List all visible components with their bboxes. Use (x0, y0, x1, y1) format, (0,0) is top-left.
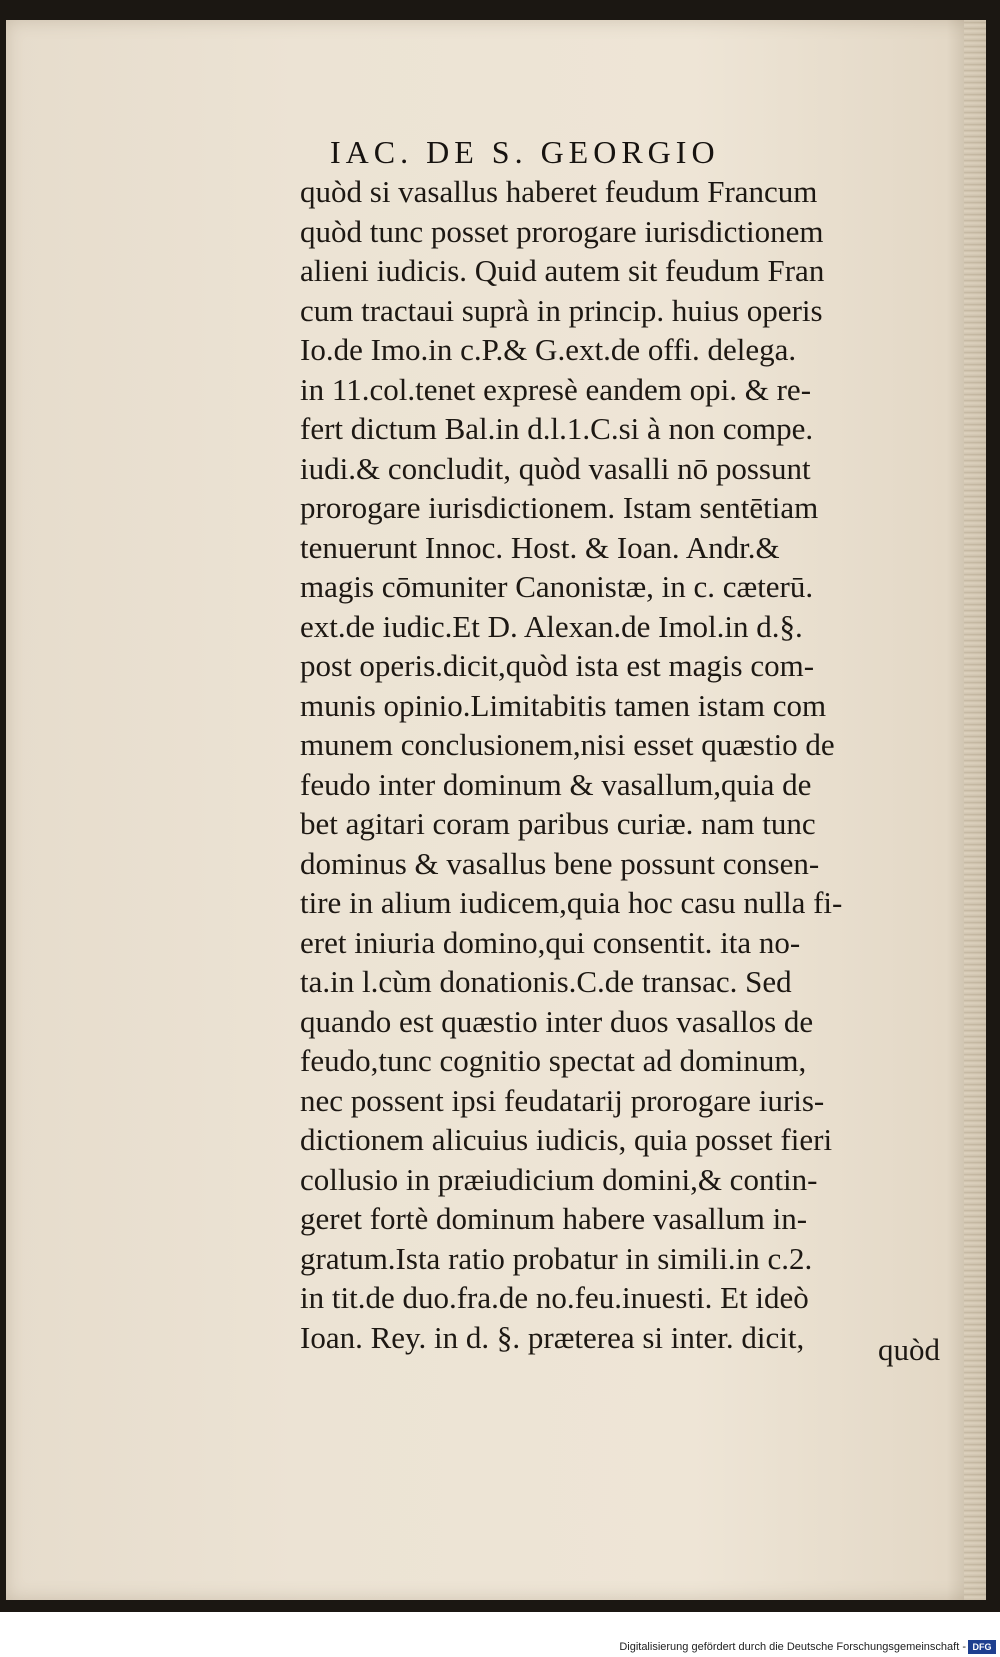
text-line: quòd tunc posset prorogare iurisdictionem (300, 213, 824, 249)
text-line: prorogare iurisdictionem. Istam sentētiam (300, 490, 819, 525)
text-line: fert dictum Bal.in d.l.1.C.si à non compe. (300, 411, 814, 446)
text-line: iudi.& concludit, quòd vasalli nō possunt (300, 450, 811, 486)
text-line: collusio in præiudicium domini,& contin- (300, 1161, 818, 1197)
text-line: geret fortè dominum habere vasallum in- (300, 1201, 808, 1236)
dfg-logo: DFG (968, 1640, 996, 1654)
text-line: tenuerunt Innoc. Host. & Ioan. Andr.& (300, 529, 780, 565)
text-line: in tit.de duo.fra.de no.feu.inuesti. Et ideò (300, 1280, 809, 1315)
text-line: quòd si vasallus haberet feudum Francum (300, 174, 818, 209)
text-line: post operis.dicit,quòd ista est magis com- (300, 648, 815, 683)
text-line: dominus & vasallus bene possunt consen- (300, 845, 820, 881)
text-line: nec possent ipsi feudatarij prorogare iuris- (300, 1082, 825, 1118)
text-line: munem conclusionem,nisi esset quæstio de (300, 727, 835, 762)
text-line: alieni iudicis. Quid autem sit feudum Fran (300, 253, 825, 288)
text-line: eret iniuria domino,qui consentit. ita no- (300, 924, 801, 960)
text-line: in 11.col.tenet expresè eandem opi. & re- (300, 371, 812, 407)
text-line: munis opinio.Limitabitis tamen istam com (300, 687, 827, 723)
text-line: feudo,tunc cognitio spectat ad dominum, (300, 1043, 807, 1078)
body-text (300, 172, 932, 1357)
text-line: bet agitari coram paribus curiæ. nam tunc (300, 806, 816, 841)
text-line: feudo inter dominum & vasallum,quia de (300, 766, 812, 802)
page-edge (964, 20, 986, 1600)
running-head: IAC. DE S. GEORGIO (330, 134, 720, 170)
text-line: Io.de Imo.in c.P.& G.ext.de offi. delega. (300, 332, 797, 367)
text-line: quando est quæstio inter duos vasallos de (300, 1003, 814, 1039)
text-line: gratum.Ista ratio probatur in simili.in c.2. (300, 1240, 813, 1276)
text-line: cum tractaui suprà in princip. huius operis (300, 292, 823, 328)
text-line: ta.in l.cùm donationis.C.de transac. Sed (300, 964, 792, 999)
text-line: Ioan. Rey. in d. §. præterea si inter. dicit, (300, 1319, 805, 1355)
text-line: dictionem alicuius iudicis, quia posset fieri (300, 1122, 833, 1157)
digitization-credit: Digitalisierung gefördert durch die Deutsche Forschungsgemeinschaft - (619, 1641, 966, 1653)
text-line: ext.de iudic.Et D. Alexan.de Imol.in d.§. (300, 608, 803, 644)
catchword: quòd (878, 1332, 940, 1367)
text-line: magis cōmuniter Canonistæ, in c. cæterū. (300, 569, 814, 604)
text-line: tire in alium iudicem,quia hoc casu nulla fi- (300, 885, 843, 920)
